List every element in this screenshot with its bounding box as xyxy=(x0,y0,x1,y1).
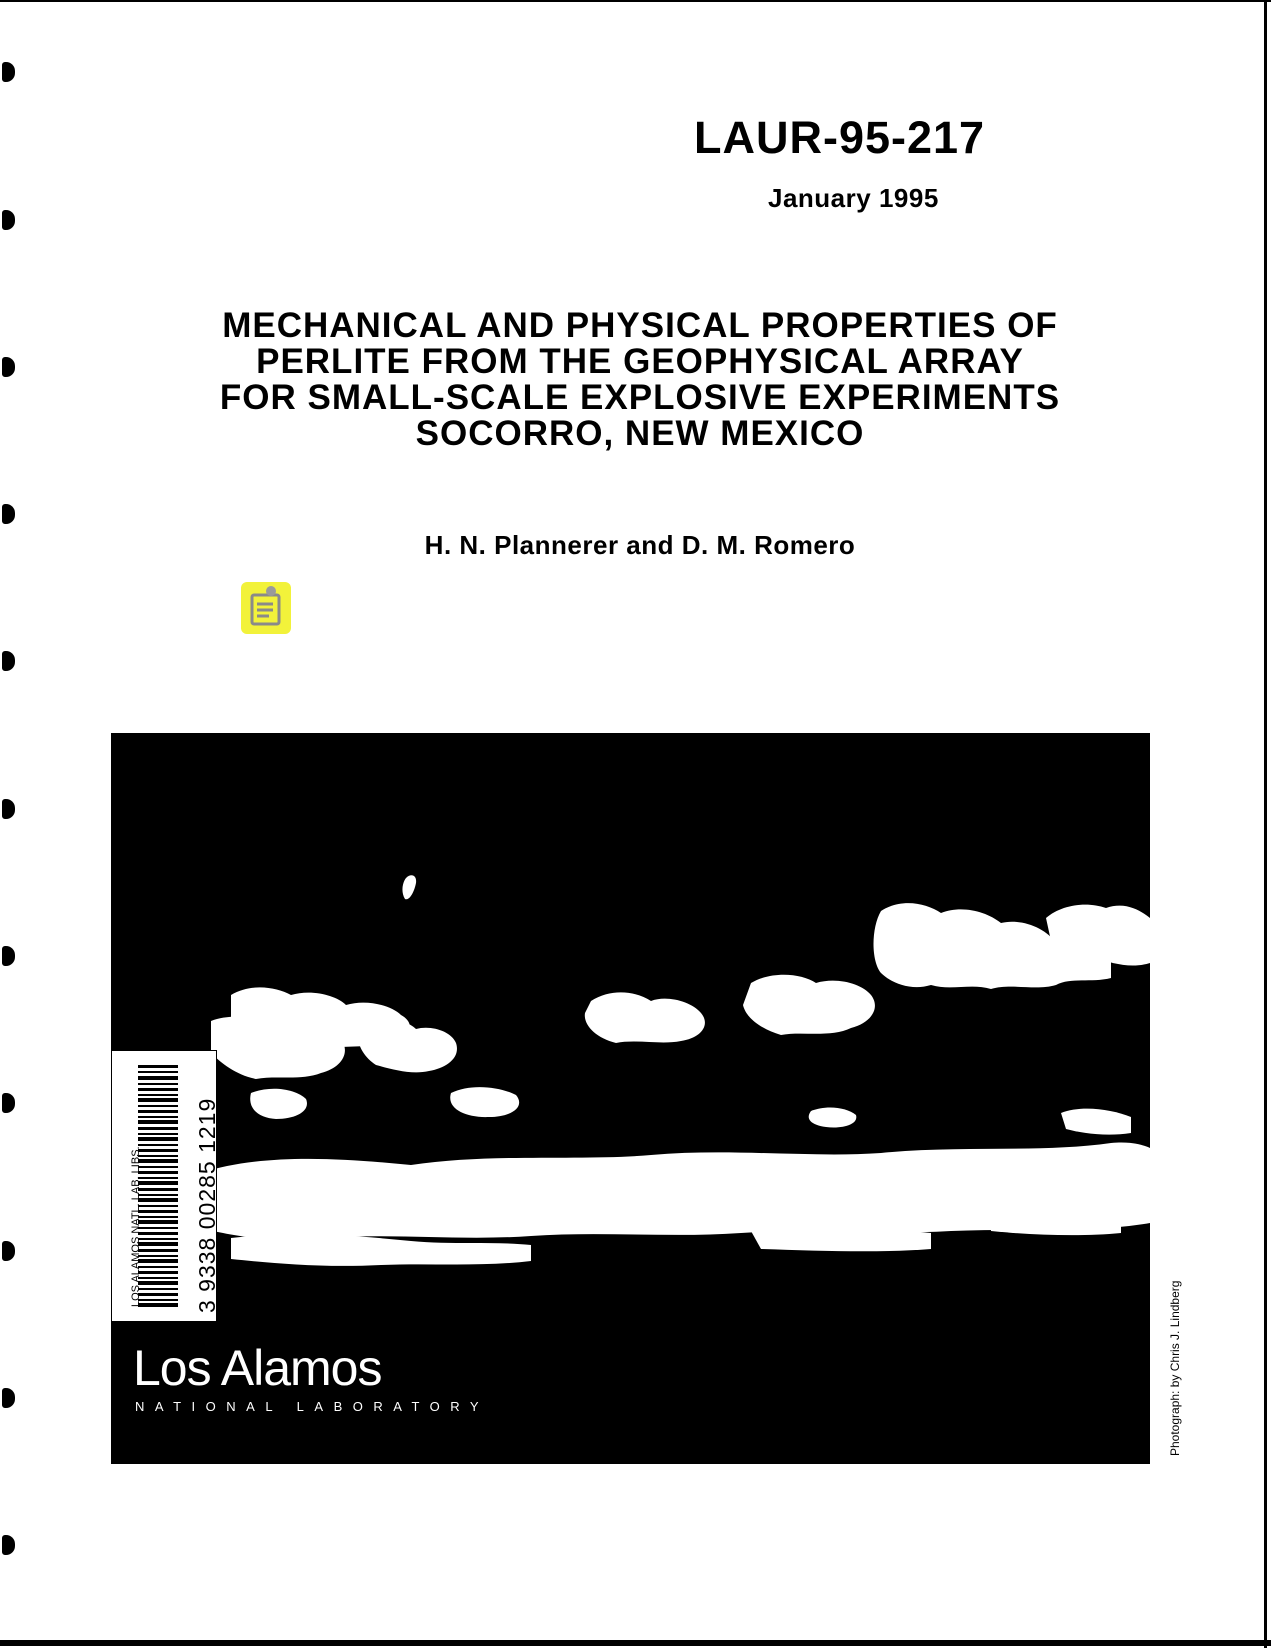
page-bottom-edge xyxy=(0,1640,1271,1646)
library-barcode-label xyxy=(111,1050,220,1322)
page-top-edge xyxy=(0,0,1271,2)
punch-hole xyxy=(2,357,15,377)
title-line: SOCORRO, NEW MEXICO xyxy=(415,414,865,453)
report-date: January 1995 xyxy=(768,183,939,213)
photo-credit: Photograph: by Chris J. Lindberg xyxy=(1168,1280,1182,1456)
barcode-number: 3 9338 00285 1219 xyxy=(194,1097,220,1313)
title-line: FOR SMALL-SCALE EXPLOSIVE EXPERIMENTS xyxy=(219,378,1061,417)
sticky-note-icon[interactable] xyxy=(241,582,291,634)
punch-hole xyxy=(2,651,15,671)
punch-hole xyxy=(2,1388,15,1408)
punch-hole xyxy=(2,1241,15,1261)
title-line: PERLITE FROM THE GEOPHYSICAL ARRAY xyxy=(256,342,1024,381)
title-line: MECHANICAL AND PHYSICAL PROPERTIES OF xyxy=(222,306,1058,345)
barcode-library-text: LOS ALAMOS NATL. LAB. LIBS. xyxy=(130,1146,142,1307)
punch-hole xyxy=(2,1093,15,1113)
page-right-edge xyxy=(1264,0,1267,1648)
punch-hole xyxy=(2,1535,15,1555)
document-title xyxy=(140,308,1140,452)
punch-hole xyxy=(2,210,15,230)
punch-hole xyxy=(2,504,15,524)
cover-photo xyxy=(111,733,1150,1464)
lab-name: Los Alamos xyxy=(133,1340,382,1396)
punch-hole xyxy=(2,799,15,819)
punch-hole xyxy=(2,62,15,82)
punch-hole xyxy=(2,946,15,966)
report-number: LAUR-95-217 xyxy=(694,112,986,163)
authors: H. N. Plannerer and D. M. Romero xyxy=(424,530,856,560)
lab-subtitle: NATIONAL LABORATORY xyxy=(135,1399,490,1414)
